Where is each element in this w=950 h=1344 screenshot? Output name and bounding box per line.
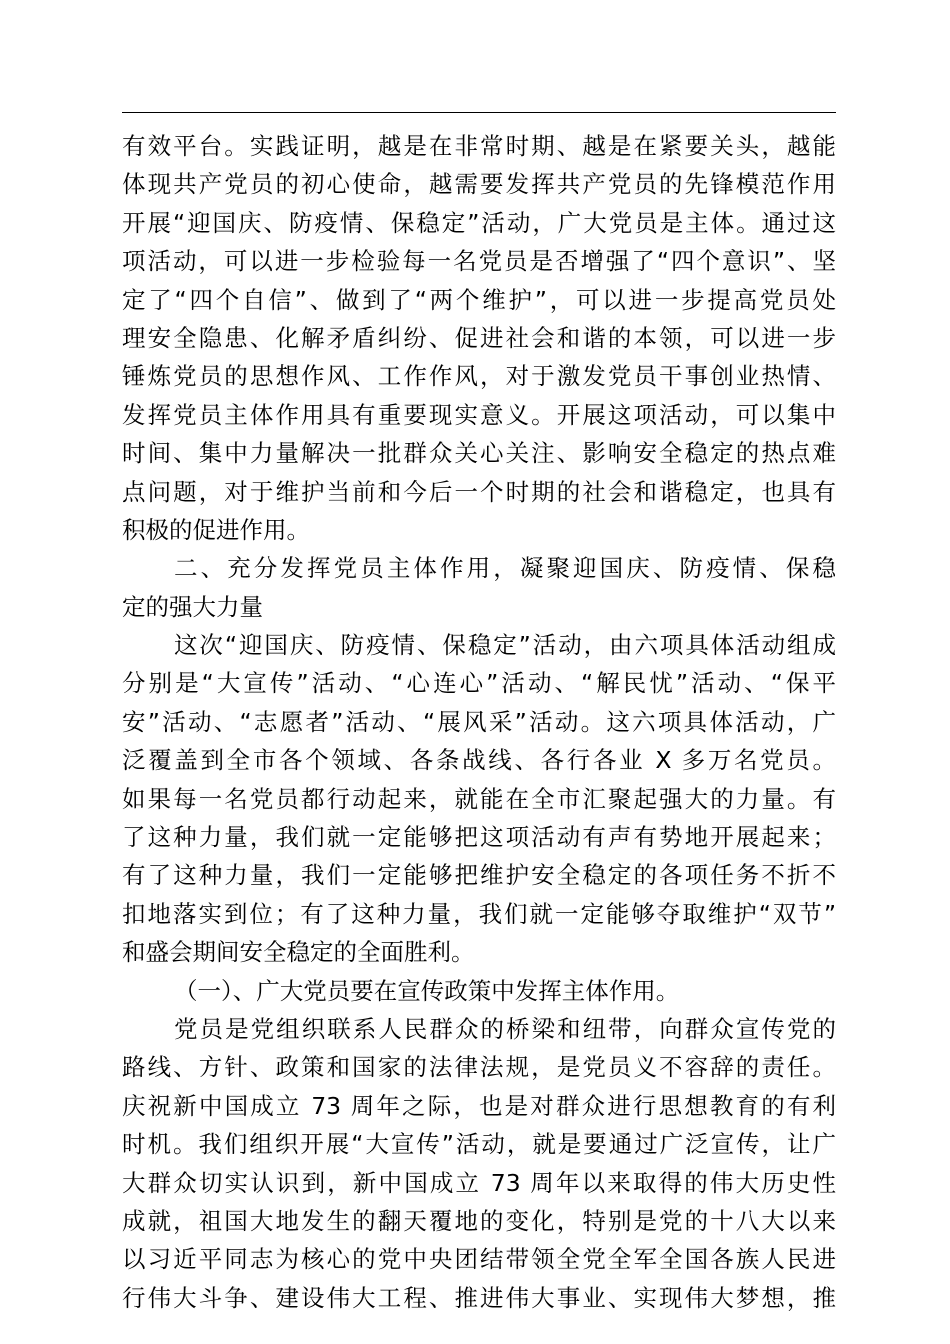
text-line: 泛覆盖到全市各个领域、各条战线、各行各业 X 多万名党员。 <box>122 746 836 775</box>
heading-line: （一）、广大党员要在宣传政策中发挥主体作用。 <box>174 976 680 1005</box>
subsection-heading-one <box>122 972 836 1010</box>
text-line: 分别是“大宣传”活动、“心连心”活动、“解民忧”活动、“保平 <box>122 669 836 698</box>
paragraph-intro-continuation <box>122 127 836 549</box>
text-line: 时间、集中力量解决一批群众关心关注、影响安全稳定的热点难 <box>122 439 836 468</box>
text-line: 体现共产党员的初心使命，越需要发挥共产党员的先锋模范作用 <box>122 170 836 199</box>
text-line: 扣地落实到位；有了这种力量，我们就一定能够夺取维护“双节” <box>122 899 836 928</box>
text-line: 党员是党组织联系人民群众的桥梁和纽带，向群众宣传党的 <box>174 1014 836 1043</box>
text-line: 项活动，可以进一步检验每一名党员是否增强了“四个意识”、坚 <box>122 247 836 276</box>
text-line: 定了“四个自信”、做到了“两个维护”，可以进一步提高党员处 <box>122 285 836 314</box>
text-line: 路线、方针、政策和国家的法律法规，是党员义不容辞的责任。 <box>122 1053 836 1082</box>
document-body <box>122 127 836 1317</box>
text-line: 积极的促进作用。 <box>122 515 310 544</box>
text-line: 成就，祖国大地发生的翻天覆地的变化，特别是党的十八大以来 <box>122 1206 836 1235</box>
text-line: 庆祝新中国成立 73 周年之际，也是对群众进行思想教育的有利 <box>122 1091 836 1120</box>
text-line: 理安全隐患、化解矛盾纠纷、促进社会和谐的本领，可以进一步 <box>122 323 836 352</box>
text-line: 行伟大斗争、建设伟大工程、推进伟大事业、实现伟大梦想，推 <box>122 1283 836 1312</box>
text-line: 以习近平同志为核心的党中央团结带领全党全军全国各族人民进 <box>122 1245 836 1274</box>
text-line: 发挥党员主体作用具有重要现实意义。开展这项活动，可以集中 <box>122 400 836 429</box>
text-line: 了这种力量，我们就一定能够把这项活动有声有势地开展起来； <box>122 823 836 852</box>
section-heading-two <box>122 549 836 626</box>
text-line: 时机。我们组织开展“大宣传”活动，就是要通过广泛宣传，让广 <box>122 1130 836 1159</box>
text-line: 安”活动、“志愿者”活动、“展风采”活动。这六项具体活动，广 <box>122 707 836 736</box>
text-line: 这次“迎国庆、防疫情、保稳定”活动，由六项具体活动组成 <box>174 631 836 660</box>
paragraph-publicity <box>122 1010 836 1317</box>
text-line: 有了这种力量，我们一定能够把维护安全稳定的各项任务不折不 <box>122 861 836 890</box>
heading-line: 二、充分发挥党员主体作用，凝聚迎国庆、防疫情、保稳 <box>174 554 836 583</box>
text-line: 和盛会期间安全稳定的全面胜利。 <box>122 938 475 967</box>
text-line: 锤炼党员的思想作风、工作作风，对于激发党员干事创业热情、 <box>122 362 836 391</box>
heading-line: 定的强大力量 <box>122 592 263 621</box>
header-rule <box>122 112 836 113</box>
text-line: 如果每一名党员都行动起来，就能在全市汇聚起强大的力量。有 <box>122 784 836 813</box>
text-line: 点问题，对于维护当前和今后一个时期的社会和谐稳定，也具有 <box>122 477 836 506</box>
text-line: 有效平台。实践证明，越是在非常时期、越是在紧要关头，越能 <box>122 132 836 160</box>
text-line: 大群众切实认识到，新中国成立 73 周年以来取得的伟大历史性 <box>122 1168 836 1197</box>
paragraph-six-activities <box>122 626 836 972</box>
text-line: 开展“迎国庆、防疫情、保稳定”活动，广大党员是主体。通过这 <box>122 208 836 237</box>
